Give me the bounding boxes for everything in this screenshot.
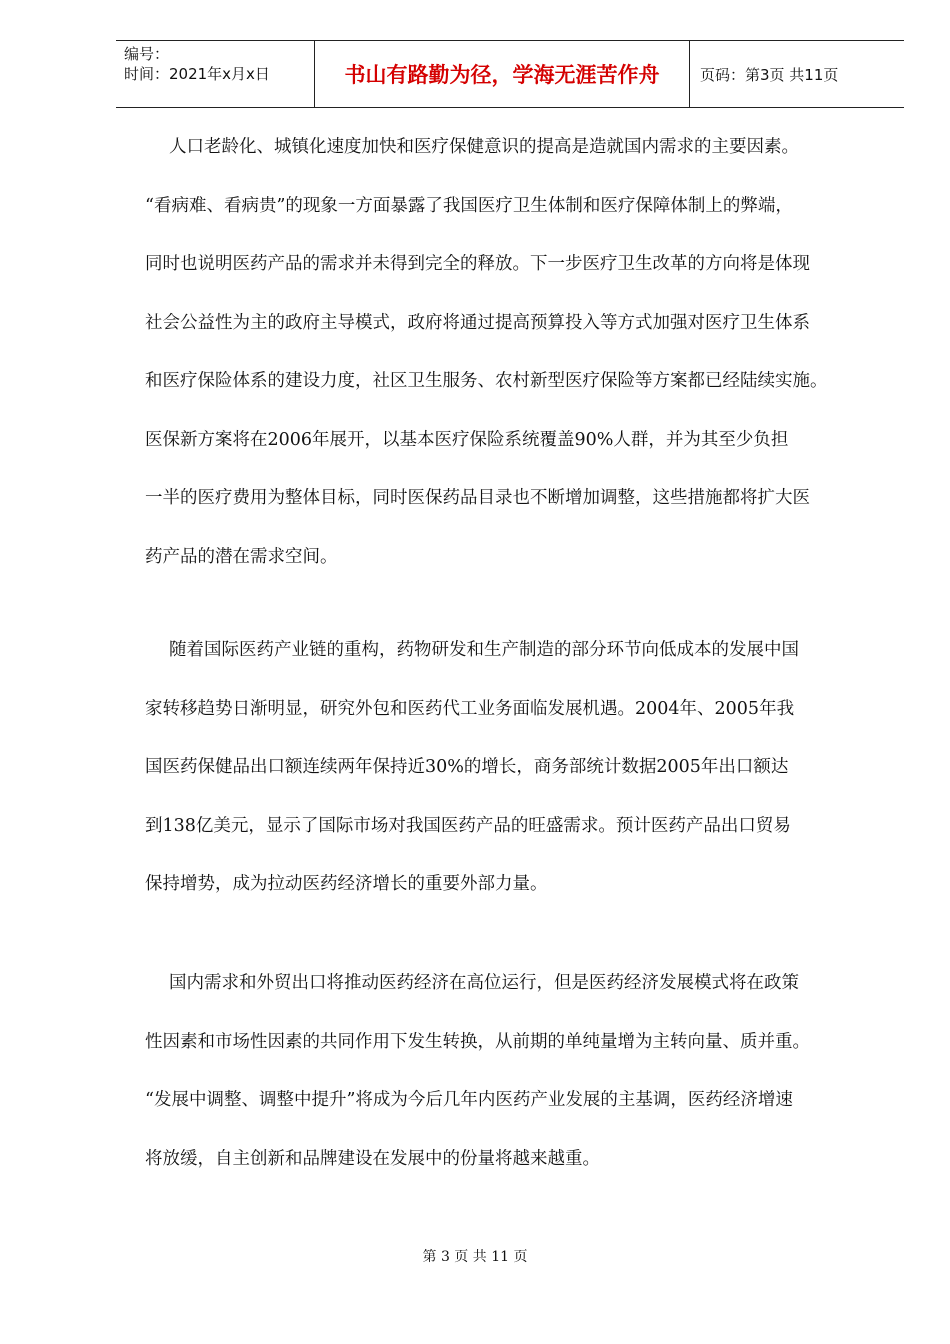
paragraph-line: 药产品的潜在需求空间。 <box>145 546 338 567</box>
paragraph-line: 医保新方案将在2006年展开，以基本医疗保险系统覆盖90%人群，并为其至少负担 <box>145 429 789 450</box>
paragraph-line: 保持增势，成为拉动医药经济增长的重要外部力量。 <box>145 874 548 894</box>
paragraph-line: “看病难、看病贵”的现象一方面暴露了我国医疗卫生体制和医疗保障体制上的弊端， <box>145 195 793 216</box>
footer-page-number: 第 3 页 共 11 页 <box>422 1249 528 1265</box>
paragraph-2 <box>145 621 885 914</box>
page-header <box>116 40 904 108</box>
paragraph-line: 到138亿美元，显示了国际市场对我国医药产品的旺盛需求。预计医药产品出口贸易 <box>145 815 791 836</box>
document-number-label: 编号： <box>124 45 170 63</box>
paragraph-line: 国内需求和外贸出口将推动医药经济在高位运行，但是医药经济发展模式将在政策 <box>169 973 799 993</box>
paragraph-line: 随着国际医药产业链的重构，药物研发和生产制造的部分环节向低成本的发展中国 <box>169 640 799 660</box>
paragraph-3 <box>145 954 885 1188</box>
header-page-info: 页码：第3页 共11页 <box>700 65 839 84</box>
header-meta <box>116 41 315 107</box>
paragraph-1 <box>145 118 885 586</box>
paragraph-line: 人口老龄化、城镇化速度加快和医疗保健意识的提高是造就国内需求的主要因素。 <box>169 137 799 157</box>
page-footer <box>0 1246 950 1266</box>
paragraph-line: 性因素和市场性因素的共同作用下发生转换，从前期的单纯量增为主转向量、质并重。 <box>145 1031 810 1052</box>
paragraph-line: 国医药保健品出口额连续两年保持近30%的增长，商务部统计数据2005年出口额达 <box>145 757 789 777</box>
paragraph-line: “发展中调整、调整中提升”将成为今后几年内医药产业发展的主基调，医药经济增速 <box>145 1090 793 1110</box>
paragraph-line: 社会公益性为主的政府主导模式，政府将通过提高预算投入等方式加强对医疗卫生体系 <box>145 312 810 333</box>
paragraph-line: 将放缓，自主创新和品牌建设在发展中的份量将越来越重。 <box>145 1148 600 1169</box>
document-time-label: 时间：2021年x月x日 <box>124 65 270 83</box>
paragraph-line: 一半的医疗费用为整体目标，同时医保药品目录也不断增加调整，这些措施都将扩大医 <box>145 488 810 508</box>
header-motto: 书山有路勤为径，学海无涯苦作舟 <box>315 41 690 107</box>
paragraph-line: 家转移趋势日渐明显，研究外包和医药代工业务面临发展机遇。2004年、2005年我 <box>145 698 795 719</box>
paragraph-line: 和医疗保险体系的建设力度，社区卫生服务、农村新型医疗保险等方案都已经陆续实施。 <box>145 371 828 391</box>
paragraph-line: 同时也说明医药产品的需求并未得到完全的释放。下一步医疗卫生改革的方向将是体现 <box>145 254 810 274</box>
